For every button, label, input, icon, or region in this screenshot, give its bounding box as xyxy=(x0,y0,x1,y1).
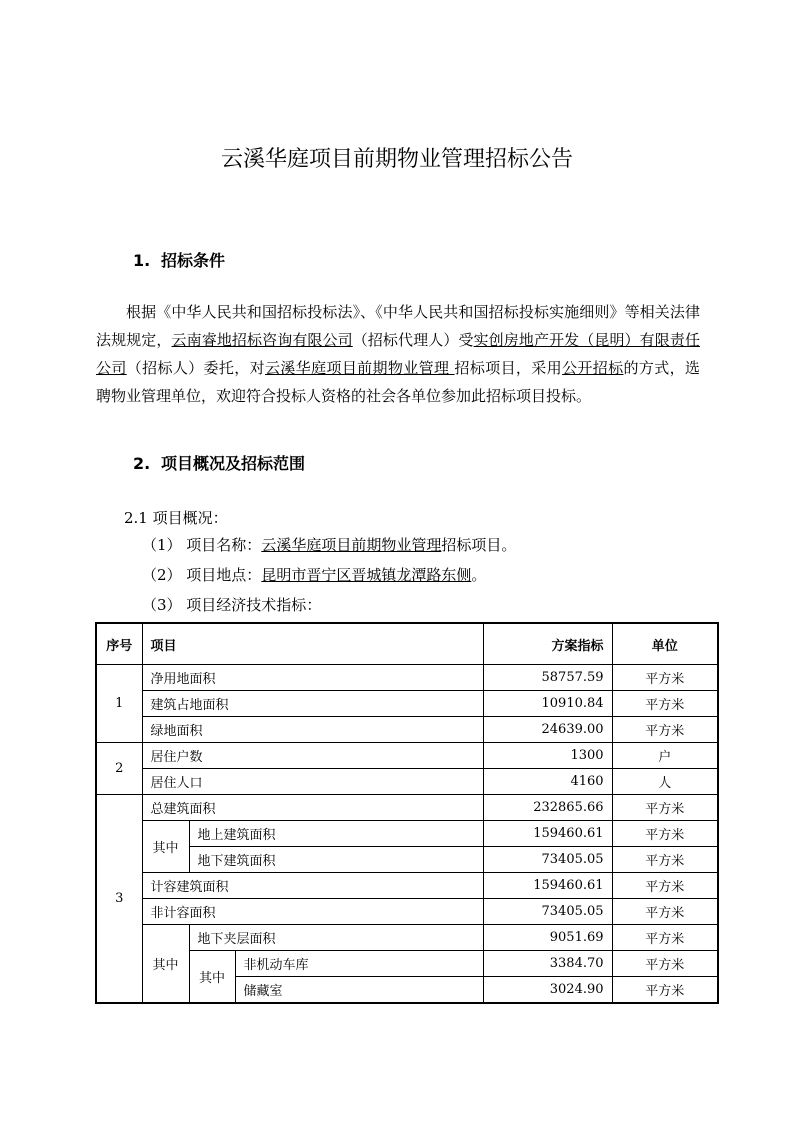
item-cell: 地下建筑面积 xyxy=(189,847,483,873)
item-cell: 地上建筑面积 xyxy=(189,821,483,847)
table-row xyxy=(96,743,718,769)
item-2-prefix: （2） 项目地点： xyxy=(142,566,262,584)
item-cell: 储藏室 xyxy=(235,977,483,1004)
value-cell: 10910.84 xyxy=(483,691,612,717)
col-header-item: 项目 xyxy=(142,623,483,665)
table-row xyxy=(96,873,718,899)
intro-text-1: 根据《中华人民共和国招标投标法》、《中华人民共和国招标投标实施细则》等相关法律法规规定， xyxy=(96,303,700,349)
unit-cell: 平方米 xyxy=(612,717,718,743)
unit-cell: 平方米 xyxy=(612,951,718,977)
unit-cell: 平方米 xyxy=(612,821,718,847)
value-cell: 3384.70 xyxy=(483,951,612,977)
project-name: 云溪华庭项目前期物业管理 xyxy=(265,359,455,377)
unit-cell: 平方米 xyxy=(612,873,718,899)
group-cell: 其中 xyxy=(142,821,189,873)
item-2-suffix: 。 xyxy=(471,566,487,584)
item-cell: 计容建筑面积 xyxy=(142,873,483,899)
item-1-suffix: 招标项目。 xyxy=(441,536,517,554)
value-cell: 9051.69 xyxy=(483,925,612,951)
subgroup-cell: 其中 xyxy=(189,951,235,1004)
tender-method: 公开招标 xyxy=(562,359,624,377)
item-1-value: 云溪华庭项目前期物业管理 xyxy=(261,536,442,554)
document-title: 云溪华庭项目前期物业管理招标公告 xyxy=(220,147,573,172)
item-1-prefix: （1） 项目名称： xyxy=(142,536,262,554)
col-header-unit: 单位 xyxy=(612,623,718,665)
section-1-label: 招标条件 xyxy=(161,251,226,270)
unit-cell: 平方米 xyxy=(612,691,718,717)
section-2-label: 项目概况及招标范围 xyxy=(161,454,306,473)
project-location-line xyxy=(142,565,486,585)
section-1-number: 1. xyxy=(133,251,151,270)
table-row xyxy=(96,691,718,717)
agent-name: 云南睿地招标咨询有限公司 xyxy=(171,331,353,349)
table-row xyxy=(96,717,718,743)
intro-text-4: 招标项目，采用 xyxy=(454,359,563,377)
unit-cell: 平方米 xyxy=(612,665,718,691)
intro-text-2: （招标代理人）受 xyxy=(352,331,474,349)
seq-cell: 2 xyxy=(96,743,142,795)
unit-cell: 平方米 xyxy=(612,977,718,1004)
item-2-value: 昆明市晋宁区晋城镇龙潭路东侧 xyxy=(261,566,472,584)
item-cell: 净用地面积 xyxy=(142,665,483,691)
subsection-2-1: 2.1 项目概况： xyxy=(124,509,228,527)
table-row xyxy=(96,899,718,925)
value-cell: 3024.90 xyxy=(483,977,612,1004)
unit-cell: 平方米 xyxy=(612,795,718,821)
value-cell: 1300 xyxy=(483,743,612,769)
value-cell: 159460.61 xyxy=(483,873,612,899)
col-header-seq: 序号 xyxy=(96,623,142,665)
owner-name: 实创房地产开发（昆明）有限责任公司 xyxy=(96,331,700,377)
section-2-number: 2. xyxy=(133,454,151,473)
value-cell: 73405.05 xyxy=(483,899,612,925)
table-row xyxy=(96,925,718,951)
unit-cell: 人 xyxy=(612,769,718,795)
value-cell: 73405.05 xyxy=(483,847,612,873)
seq-cell: 3 xyxy=(96,795,142,1004)
unit-cell: 平方米 xyxy=(612,847,718,873)
value-cell: 4160 xyxy=(483,769,612,795)
table-row xyxy=(96,951,718,977)
value-cell: 24639.00 xyxy=(483,717,612,743)
table-row xyxy=(96,769,718,795)
indicators-line: （3） 项目经济技术指标： xyxy=(142,596,322,614)
table-row xyxy=(96,795,718,821)
item-cell: 建筑占地面积 xyxy=(142,691,483,717)
item-cell: 总建筑面积 xyxy=(142,795,483,821)
unit-cell: 平方米 xyxy=(612,925,718,951)
table-row xyxy=(96,821,718,847)
intro-text-3: （招标人）委托，对 xyxy=(126,359,265,377)
unit-cell: 平方米 xyxy=(612,899,718,925)
intro-text-5: 的方式，选聘物业管理单位，欢迎符合投标人资格的社会各单位参加此招标项目投标。 xyxy=(96,359,700,405)
item-cell: 居住户数 xyxy=(142,743,483,769)
item-cell: 居住人口 xyxy=(142,769,483,795)
unit-cell: 户 xyxy=(612,743,718,769)
value-cell: 58757.59 xyxy=(483,665,612,691)
intro-paragraph xyxy=(96,298,700,410)
table-row xyxy=(96,665,718,691)
value-cell: 159460.61 xyxy=(483,821,612,847)
section-1-heading xyxy=(133,248,225,271)
item-cell: 绿地面积 xyxy=(142,717,483,743)
value-cell: 232865.66 xyxy=(483,795,612,821)
project-name-line xyxy=(142,535,516,555)
table-row xyxy=(96,847,718,873)
item-cell: 地下夹层面积 xyxy=(189,925,483,951)
group-cell: 其中 xyxy=(142,925,189,1004)
table-header-row xyxy=(96,623,718,665)
indicators-table xyxy=(95,622,719,1004)
item-cell: 非机动车库 xyxy=(235,951,483,977)
col-header-value: 方案指标 xyxy=(483,623,612,665)
seq-cell: 1 xyxy=(96,665,142,743)
item-cell: 非计容面积 xyxy=(142,899,483,925)
section-2-heading xyxy=(133,451,305,474)
